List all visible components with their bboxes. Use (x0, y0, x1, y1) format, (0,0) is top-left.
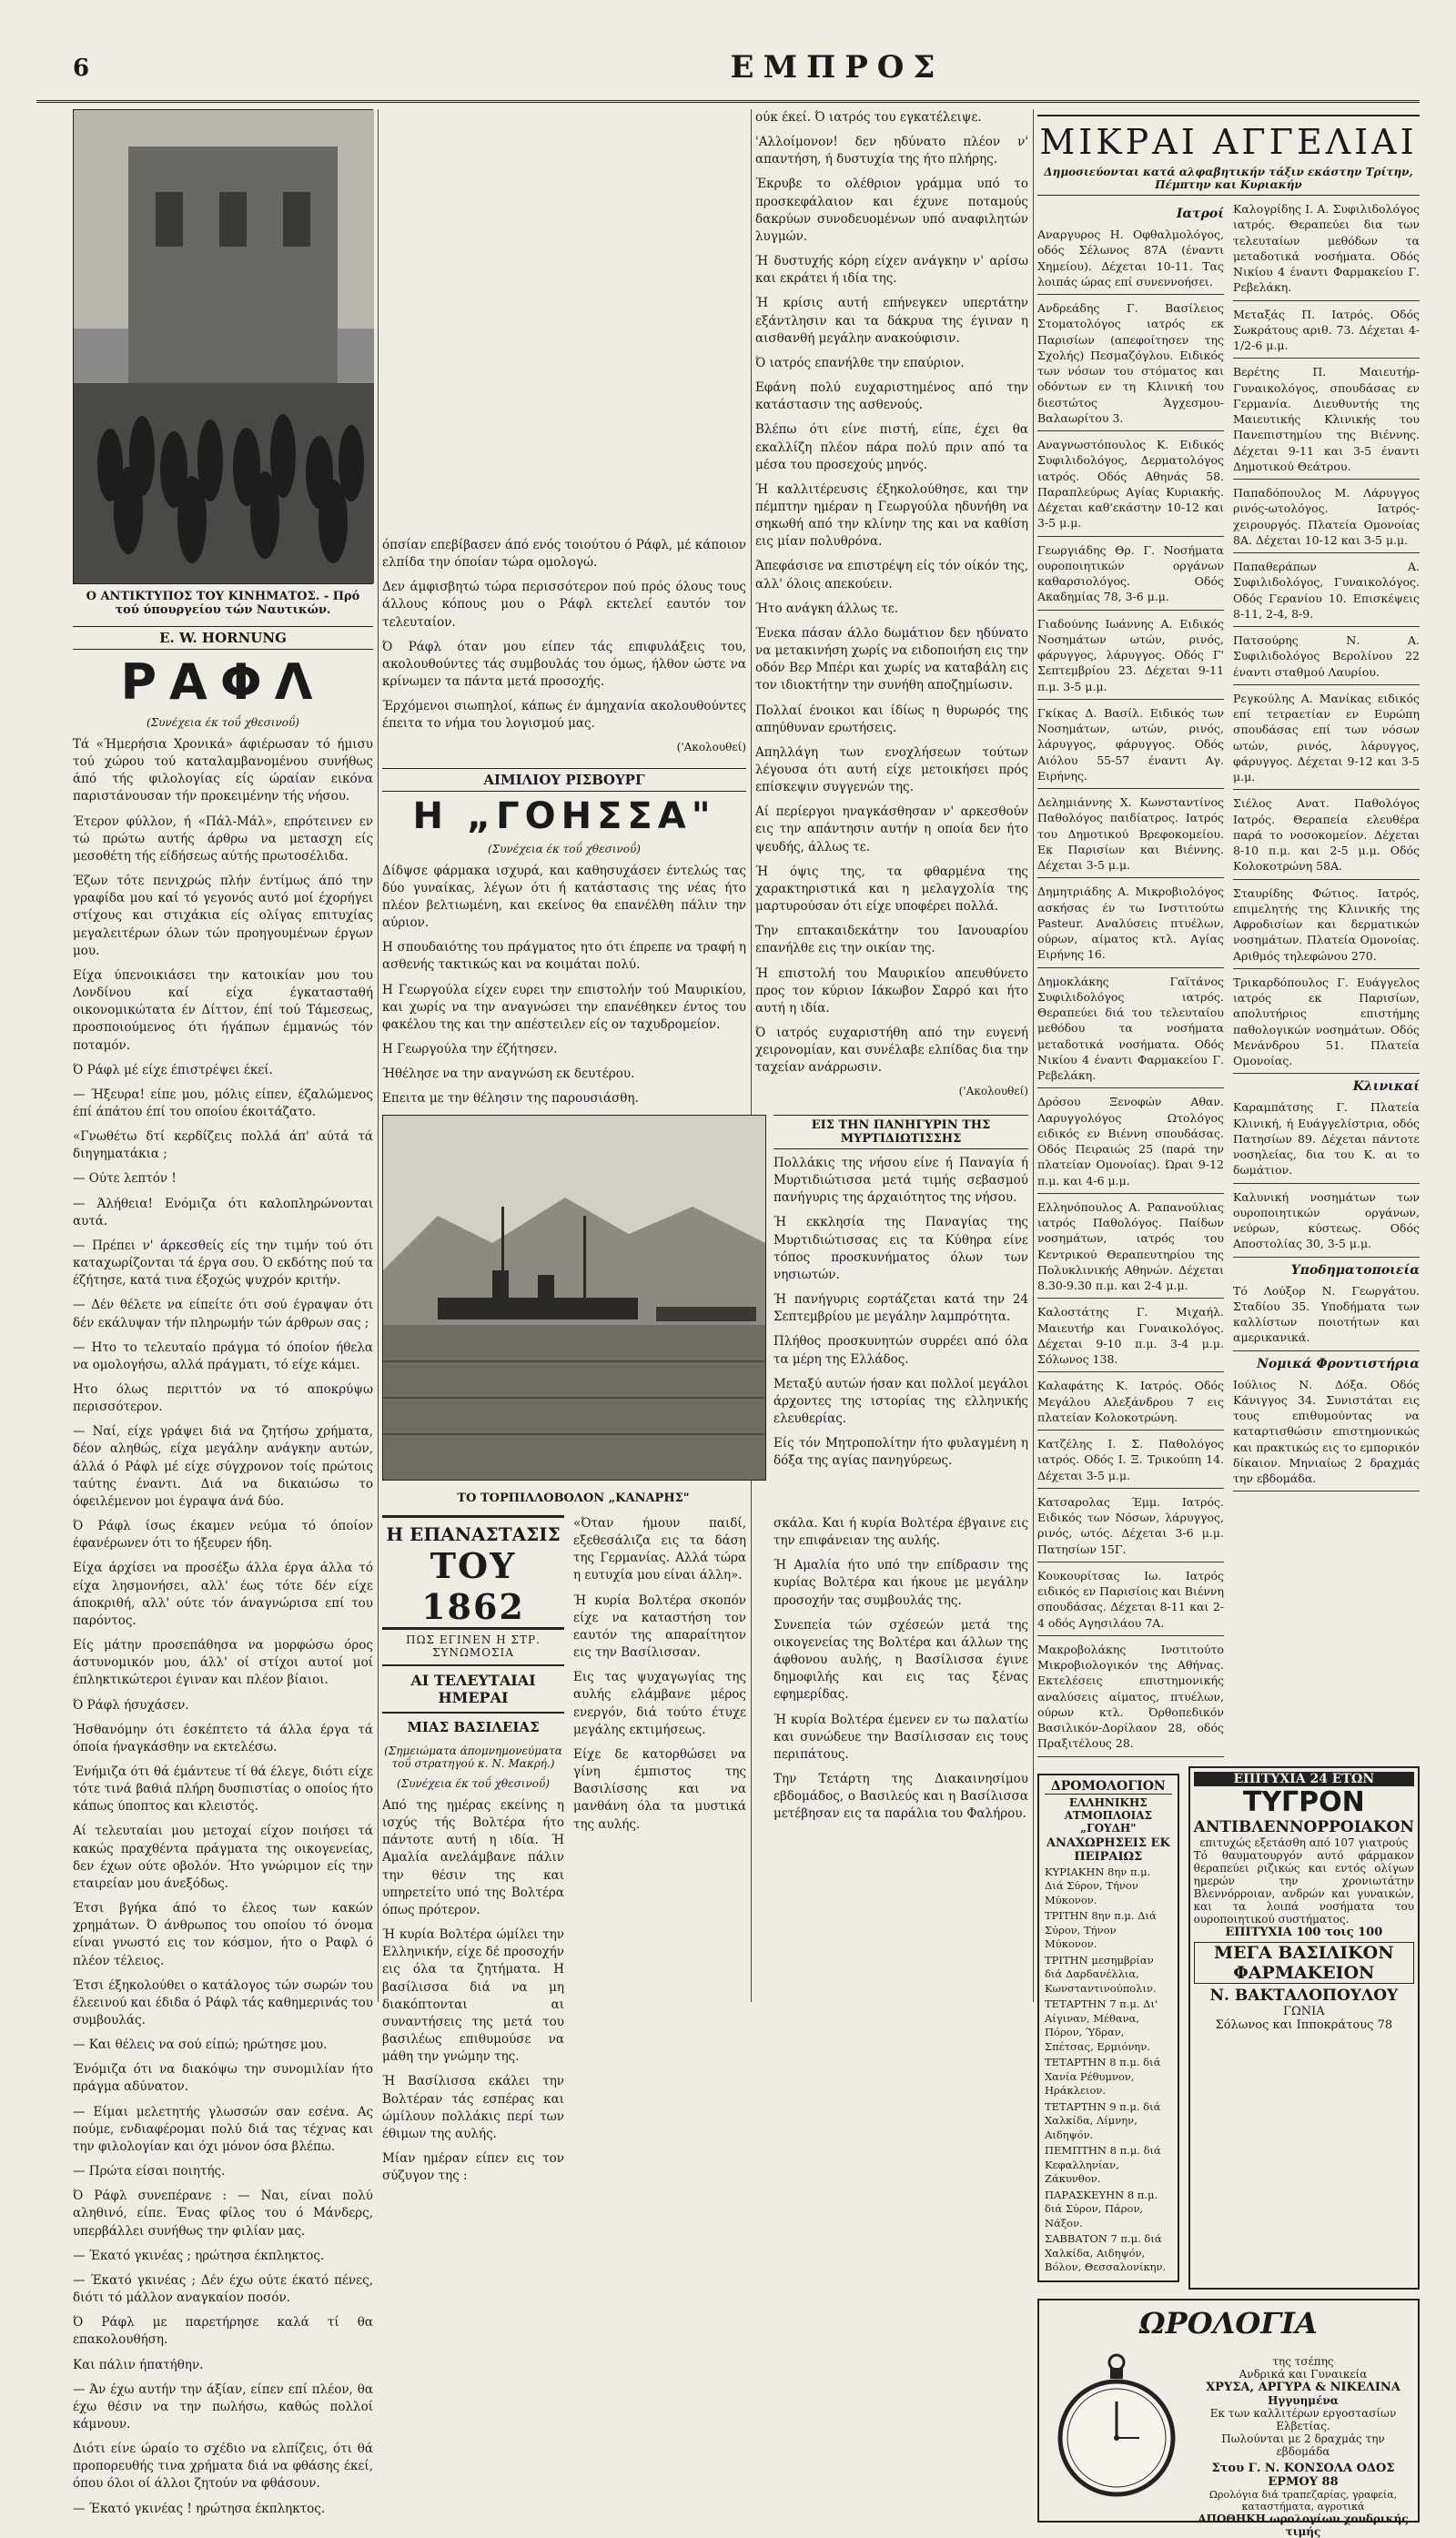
masthead (36, 36, 1420, 103)
watches-text (1194, 2355, 1412, 2538)
tygron-type: ΑΝΤΙΒΛΕΝΝΟΡΡΟΙΑΚΟΝ (1193, 1817, 1414, 1836)
tygron-tagline: επιτυχώς εξετάσθη από 107 γιατρούς (1199, 1835, 1409, 1849)
classified-ad: Βερέτης Π. Μαιευτήρ-Γυναικολόγος, σπουδάσας εν Γερμανία. Διευθυντής της Μαιευτικής Κλινικής του Πανεπιστημίου της Βιέννης. Δέχεται 9-11 και 3-5 έναντι Δημοτικού Θεάτρου. (1233, 364, 1420, 480)
paragraph: Έτερον φύλλον, ή «Πάλ-Μάλ», επρότεινεν εν τώ πρώτω αυτής άρθρω να μετασχη είς μεσοθέτη τής είδήσεως αύτής πρωτοσέλιδα. (73, 814, 373, 864)
paragraph: Έζων τότε πενιχρώς πλήν έντίμως άπό την γραφίδα μου καί τό γεγονός αυτό μοί έχορήγει στίχους και στιχάκια είς ολίγας επιτυχίας μεγαλειτέρων όλων τών προηγουμένων έργων μου. (73, 874, 373, 958)
watches-ad (1037, 2299, 1420, 2538)
paragraph: σκάλα. Και ή κυρία Βολτέρα έβγαινε εις την επιφάνειαν της αυλής. (774, 1516, 1028, 1549)
story-title-rafl: ΡΑΦΛ (120, 653, 326, 711)
paragraph: Πολλαί ένοικοι και ίδίως η θυρωρός της απηύθυναν ερωτήσεις. (755, 703, 1028, 735)
paragraph: Ήθέλησε να την αναγνώση εκ δευτέρου. (382, 1067, 635, 1082)
classified-ad: Καλυνική νοσημάτων των ουροποιητικών οργάνων, νεύρων, κύστεως. Οδός Αποστολίας 30, 3-5 μ.μ. (1233, 1189, 1420, 1258)
paragraph: Βλέπω ότι είνε πιστή, είπε, έχει θα εκαλλίζη πλέον πάρα πολύ πριν από τα μέσα του προσεχούς μηνός. (755, 422, 1028, 472)
paragraph: Ένόμιζα ότι να διακόψω την συνομιλίαν ήτο πράγμα αδύνατον. (73, 2062, 373, 2095)
watches-line1: ΧΡΥΣΑ, ΑΡΓΥΡΑ & ΝΙΚΕΛΙΝΑ (1206, 2380, 1400, 2394)
paragraph: Ή κυρία Βολτέρα έμενεν εν τω παλατίω και συνώδευε την Βασίλισσαν εις τους περιπάτους. (774, 1712, 1028, 1762)
pharmacy-name: ΜΕΓΑ ΒΑΣΙΛΙΚΟΝ ΦΑΡΜΑΚΕΙΟΝ (1194, 1942, 1414, 1984)
paragraph: — Έκατό γκινέας ; ηρώτησα έκπληκτος. (73, 2248, 325, 2263)
classified-ad: Μακροβολάκης Ινστιτούτο Μικροβιολογικόν της Αθήνας. Εκτελέσεις επιστημονικής αναλύσεις αίματος, πτυέλων, ούρων κτλ. Όρθοπεδικόν Βασιλικόν-Δορίλαον 28, οδός Πραξιτέλους 28. (1037, 1642, 1224, 1757)
column-4 (1037, 109, 1420, 2538)
classifieds-right (1233, 201, 1420, 1763)
paragraph: — Πρέπει ν' άρκεσθείς είς την τιμήν τού ότι καταχωρίζονται τά έργα σου. Ό εκδότης πού τα έζήτησε, κατά τινα έξοχώς ψυχρόν κριτήν. (73, 1238, 373, 1289)
paragraph: Ένεκα πάσαν άλλο δωμάτιον δεν ηδύνατο να μετακινήση χωρίς να ειδοποιήση εις την οδόν Βερ Μπέρι και χωρίς να καταβάλη εις τον ιδιοκτήτην την συνήθη αποζημίωσιν. (755, 625, 1028, 693)
classified-ad: Ανδρεάδης Γ. Βασίλειος Στοματολόγος ιατρός εκ Παρισίων (απεφοίτησεν της Σχολής) Πεσμαζόγλου. Ειδικός των νόσων του στόματος και οδόντων εν τη Κλινική του διεστώτος Άγχεσμου-Βαλαωρίτου 3. (1037, 300, 1224, 431)
watches-store2: ΑΠΟΘΗΚΗ ωρολογίων χονδρικής τιμής (1198, 2512, 1409, 2538)
classified-ad: Δημητριάδης Α. Μικροβιολόγος ασκήσας έν τω Ινστιτούτω Pasteur. Αναλύσεις πτυέλων, ούρων, αίματος κτλ. Αγίας Ειρήνης 16. (1037, 884, 1224, 967)
continuation-note: (Συνέχεια έκ τοΰ χθεσινοΰ) (488, 842, 641, 855)
classifieds-left (1037, 201, 1224, 1763)
revolution-1862-block (382, 1515, 564, 2184)
pharmacy-corner: ΓΩΝΙΑ (1282, 2004, 1325, 2018)
classified-ad: Τρικαρδόπουλος Γ. Ευάγγελος ιατρός εκ Παρισίων, απολυτήριος επιστήμης παθολογικών νοσημάτων. Οδός Μενάνδρου 51. Πλατεία Ομονοίας. (1233, 975, 1420, 1075)
rafl-continuation (382, 537, 746, 761)
classified-ad: Ελληνόπουλος Α. Ραπανούλιας ιατρός Παθολόγος. Παίδων νοσημάτων, ιατρός του Κεντρικού Θεραπευτηρίου της Πολυκλινικής Αθηνών. Δέχεται 8.30-9.30 π.μ. και 2-4 μ.μ. (1037, 1199, 1224, 1299)
crowd-scene-image (74, 110, 374, 583)
paragraph: Αί περίεργοι ηναγκάσθησαν ν' αρκεσθούν εις την απάντησιν αυτήν η οποία δεν ήτο ψευδής, άλλως τε. (755, 804, 1028, 854)
myrtidiotissa-section (774, 1115, 1028, 1506)
classified-ad: Πατσούρης Ν. Α. Συφιλιδολόγος Βερολίνου 22 έναντι σταθμού Λαυρίου. (1233, 632, 1420, 685)
paragraph: Την Τετάρτη της Διακαινησίμου εβδομάδος, ο Βασιλεύς και η Βασίλισσα μετέβησαν εις τα παράλια του Φαλήρου. (774, 1772, 1028, 1822)
paragraph: Ήτο ανάγκη άλλως τε. (755, 601, 899, 616)
paragraph: Ένήμιζα ότι θά έμάντευε τί θά έλεγε, διότι είχε τότε τινά βαθιά πλήρη δυσπιστίας ο οποίος ήτο κάπως ύποπτος και κλειστός. (73, 1764, 373, 1815)
myrtidiotissa-title: ΕΙΣ ΤΗΝ ΠΑΝΗΓΥΡΙΝ ΤΗΣ ΜΥΡΤΙΔΙΩΤΙΣΣΗΣ (774, 1115, 1028, 1149)
schedule-line: ΠΑΡΑΣΚΕΥΗΝ 8 π.μ. διά Σύρον, Πάρον, Νάξον. (1045, 2188, 1158, 2230)
tygron-headline: ΕΠΙΤΥΧΙΑ 24 ΕΤΩΝ (1194, 1772, 1414, 1786)
classified-ad: Ιούλιος Ν. Δόξα. Οδός Κάνιγγος 34. Συνιστάται εις τους επιθυμούντας να καταρτισθώσιν επιστημονικώς και πρακτικώς εις το εμπορικόν δίκαιον. Μηνιαίως 2 δραχμάς την εβδομάδα. (1233, 1377, 1420, 1492)
tygron-ad (1188, 1766, 1420, 2290)
classified-ad: Γκίκας Δ. Βασίλ. Ειδικός των Νοσημάτων, ωτών, ρινός, λάρυγγος, φάρυγγος. Οδός Αιόλου 55-57 έναντι Αγ. Ειρήνης. (1037, 705, 1224, 789)
paragraph: ούκ έκεί. Ό ιατρός του εγκατέλειψε. (755, 110, 982, 125)
schedule-line: ΣΑΒΒΑΤΟΝ 7 π.μ. διά Χαλκίδα, Αιδηψόν, Βόλον, Θεσσαλονίκην. (1045, 2232, 1167, 2274)
schedule-line: ΤΕΤΑΡΤΗΝ 7 π.μ. Δι' Αίγιναν, Μέθανα, Πόρον, Ύδραν, Σπέτσας, Ερμιόνην. (1045, 1997, 1158, 2053)
paragraph: Την επτακαιδεκάτην του Ιανουαρίου επανήλθε εις την οικίαν της. (755, 924, 1028, 956)
paragraph: Πλήθος προσκυνητών συρρέει από όλα τα μέρη της Ελλάδος. (774, 1334, 1028, 1367)
newspaper-page (36, 36, 1420, 2538)
rev-title-1: Η ΕΠΑΝΑΣΤΑΣΙΣ (382, 1515, 564, 1545)
paragraph: Έρχόμενοι σιωπηλοί, κάπως έν άμηχανία ακολουθούντες έπειτα το νήμα του λογισμού μας. (382, 699, 746, 732)
paragraph: 'Αλλοίμονον! δεν ηδύνατο πλέον ν' απαντήση, ή δυστυχία της ήτο πλήρης. (755, 135, 1028, 167)
paragraph: Και πάλιν ήπατήθην. (73, 2357, 204, 2372)
paragraph: Έτσι βγήκα άπό το έλεος των κακών χρημάτων. Ό άνθρωπος του οποίου τό όνομα είναι γνωστό εις τον κόσμον, ήτο ο Ραφλ ό πλέον τέλειος. (73, 1901, 373, 1968)
rev-title-2: ΤΟΥ 1862 (382, 1545, 564, 1630)
paragraph: «Γνωθέτω δτί κερδίζεις πολλά άπ' αύτά τά διηγηματάκια ; (73, 1129, 373, 1162)
classified-ad: Καλοστάτης Γ. Μιχαήλ. Μαιευτήρ και Γυναικολόγος. Δέχεται 9-10 π.μ. 3-4 μ.μ. Σόλωνος 138. (1037, 1304, 1224, 1372)
pharmacy-address: Σόλωνος και Ιπποκράτους 78 (1215, 2017, 1393, 2032)
paragraph: Ή κυρία Βολτέρα σκοπόν είχε να καταστήση τον εαυτόν της απαραίτητον εις την Βασίλισσαν. (573, 1593, 746, 1661)
follow-note: ('Ακολουθεί) (676, 740, 746, 753)
paragraph: Η σπουδαιότης του πράγματος ητο ότι έπρεπε να τραφή η ασθενής τακτικώς και να κοιμάται πολύ. (382, 940, 746, 973)
paragraph: — Έκατό γκινέας ; Δέν έχω ούτε έκατό πένες, διότι τό μάλλον αναγκαίον ποσόν. (73, 2272, 373, 2306)
paragraph: Η Γεωργούλα είχεν ευρει την επιστολήν τού Μαυρικίου, και χωρίς να την αναγνώσει την επανέθηκεν έντος του φακέλου της και την απέστειλεν είς ον ταχυδρομείον. (382, 982, 746, 1032)
classified-ad: Παπαδόπουλος Μ. Λάρυγγος ρινός-ωτολόγος. Ιατρός-χειρουργός. Πλατεία Ομονοίας 8Α. Δέχεται 10-12 και 3-5 μ.μ. (1233, 485, 1420, 553)
column-3-upper (755, 109, 1028, 1110)
watches-store: Στου Γ. Ν. ΚΟΝΣΟΛΑ ΟΔΟΣ ΕΡΜΟΥ 88 (1211, 2461, 1395, 2489)
paragraph: Ό Ράφλ με παρετήρησε καλά τί θα επακολουθήση. (73, 2315, 373, 2348)
shipping-schedule (1037, 1774, 1179, 2282)
tygron-success: ΕΠΙΤΥΧΙΑ 100 τοις 100 (1225, 1925, 1383, 1939)
paragraph: Ό Ράφλ συνεπέρανε : — Ναι, είναι πολύ αληθινό, είπε. Ένας φίλος του ό Μάνδερς, υπερβάλλει συνήθως την φιλίαν μας. (73, 2189, 373, 2239)
paragraph: Είς τόν Μητροπολίτην ήτο φυλαγμένη η δόξα της αγίας πανηγύρεως. (774, 1436, 1028, 1469)
section-ypodimata: Υποδηματοποιεία (1290, 1262, 1420, 1278)
paragraph: Η Γεωργούλα την έζήτησεν. (382, 1041, 558, 1057)
classified-ad: Γεωργιάδης Θρ. Γ. Νοσήματα ουροποιητικών οργάνων καθαρσιολόγος. Οδός Ακαδημίας 78, 3-6 μ.μ. (1037, 542, 1224, 611)
paragraph: Ή κυρία Βολτέρα ώμίλει την Ελληνικήν, είχε δέ προσοχήν εις όλα τα ζητήματα. Η βασίλισσα διά να μη διακόπτονται αι συναντήσεις της μετά του βασιλέως επιθυμούσε να μάθη την γνώμην της. (382, 1927, 564, 2065)
paragraph: Είχα άρχίσει να προσέξω άλλα έργα άλλα τό είχα λησμονήσει, αλλ' έως τότε δέν είχε άποκριθή, αλλ' ούτε τόν άναγνώρισα επί του παρόντος. (73, 1561, 373, 1628)
paragraph: Συνεπεία τών σχέσεών μετά της οικογενείας της Βολτέρα και άλλων της άφθονου αυλής, η Βασίλισσα έγινε δημοφιλής και εις τας ξένας εφημερίδας. (774, 1617, 1028, 1703)
story-split (382, 537, 746, 761)
classified-ad: Καλογρίδης Ι. Α. Συφιλιδολόγος ιατρός. Θεραπεύει δια των τελευταίων μεθόδων τα μεταδοτικά νοσήματα. Οδός Νικίου 4 έναντι Φαρμακείου Γ. Ρεβελάκη. (1233, 201, 1420, 301)
paragraph: Είχε δε κατορθώσει να γίνη έμπιστος της Βασιλίσσης και να μανθάνη όλα τα μυστικά της αυλής. (573, 1746, 746, 1832)
kinima-photo (73, 109, 373, 584)
classified-ad: Τό Λούξορ Ν. Γεωργάτου. Σταδίου 35. Υποδήματα των καλλίστων ποιοτήτων και αμερικανικά. (1233, 1283, 1420, 1351)
paragraph: Ητο όλως περιττόν να τό αποκρύψω περισσότερον. (73, 1382, 373, 1415)
section-nomika: Νομικά Φροντιστήρια (1257, 1356, 1420, 1371)
rev-heading-2: ΜΙΑΣ ΒΑΣΙΛΕΙΑΣ (407, 1719, 540, 1735)
paragraph: Ό Ράφλ μέ είχε έπιστρέψει έκεί. (73, 1062, 273, 1077)
schedule-company: ΕΛΛΗΝΙΚΗΣ ΑΤΜΟΠΛΟΙΑΣ „ΓΟΥΔΗ" (1064, 1795, 1153, 1835)
rev-subtitle: ΠΩΣ ΕΓΙΝΕΝ Η ΣΤΡ. ΣΥΝΩΜΟΣΙΑ (406, 1633, 541, 1659)
page-number: 6 (73, 55, 90, 82)
paragraph: — Άλήθεια! Ενόμιζα ότι καλοπληρώνονται αυτά. (73, 1196, 373, 1229)
paragraph: Αί τελευταίαι μου μετοχαί είχον ποιήσει τά κακώς πραχθέντα πράγματα της οικογενείας, δεν έχων ούτε οβολόν. Ήτο γνώριμον είς την εταιρείαν μου άνεξόδως. (73, 1824, 373, 1891)
paragraph: — Ναί, είχε γράψει διά να ζητήσω χρήματα, δέον αληθώς, είχα μεγάλην ανάγκην αυτών, άλλά ό Ράφλ μέ είχε σύγχρονον τοίς πρώτοις ταύτης έναντι. Διά να δικαιώσω το όφειλέμενον μοι έγραψα άνά δύο. (73, 1424, 373, 1509)
continuation-note: (Συνέχεια έκ τοΰ χθεσινοΰ) (147, 716, 299, 729)
watches-line4: Πωλούνται με 2 δραχμάς την εβδομάδα (1221, 2432, 1385, 2458)
classifieds-title: ΜΙΚΡΑΙ ΑΓΓΕΛΙΑΙ (1037, 115, 1420, 162)
classified-ad: Δημοκλάκης Γαϊτάνος Συφιλιδολόγος ιατρός. Θεραπεύει διά του τελευταίου μεθόδου τα νοσήματα μεταδοτικά νοσήματα. Οδός Νικίου 4 έναντι Φαρμακείου Γ. Ρεβελάκη. (1037, 974, 1224, 1089)
classified-ad: Γιαδούνης Ιωάννης Α. Ειδικός Νοσημάτων ωτών, ρινός, φάρυγγος, λάρυγγος. Οδός Γ' Σεπτεμβρίου 23. Δέχεται 9-11 π.μ. 3-5 μ.μ. (1037, 616, 1224, 700)
schedule-line: ΤΡΙΤΗΝ 8ην π.μ. Διά Σύρον, Τήνον Μύκονον. (1045, 1909, 1157, 1951)
rev-heading: ΑΙ ΤΕΛΕΥΤΑΙΑΙ ΗΜΕΡΑΙ (382, 1664, 564, 1714)
watches-footer: Ωρολόγια διά τραπεζαρίας, γραφεία, καταστήματα, αγροτικά (1208, 2488, 1398, 2513)
paragraph: — Ήξευρα! είπε μου, μόλις είπεν, έζαλώμενος έπί άπάτου έπί του οποίου έκοιτάζατο. (73, 1087, 373, 1119)
paragraph: Ό Ράφλ όταν μου είπεν τάς επιφυλάξεις του, ακολουθούντες τάς συμβουλάς του όμως, ήλθον ώστε να κρίνωμεν τα πάντα μετά προσοχής. (382, 639, 746, 690)
paragraph: — Ούτε λεπτόν ! (73, 1171, 177, 1187)
classified-ad: Σιέλος Ανατ. Παθολόγος Ιατρός. Θεραπεία ελευθέρα παρά το νοσοκομείον. Δέχεται 8-10 π.μ. και 2-5 μ.μ. Οδός Κολοκοτρώνη 58Α. (1233, 795, 1420, 879)
paragraph: Ή όψις της, τα φθαρμένα της χαρακτηριστικά και η μελαγχολία της μαρτυρούσαν ότι είχε υποφέρει πολλά. (755, 864, 1028, 915)
schedule-line: ΤΕΤΑΡΤΗΝ 8 π.μ. διά Χανία Ρέθυμνον, Ηράκλειον. (1045, 2056, 1161, 2098)
column-rule (751, 109, 752, 2002)
paragraph: όπσίαν επεβίβασεν άπό ενός τοιούτου ό Ράφλ, μέ κάποιον ελπίδα την όποίαν τώρα ομολογώ. (382, 538, 746, 571)
schedule-line: ΤΕΤΑΡΤΗΝ 9 π.μ. διά Χαλκίδα, Λίμνην, Αιδηψόν. (1045, 2099, 1161, 2141)
classified-ad: Κατσαρολας Έμμ. Ιατρός. Ειδικός των Νόσων, λάρυγγος, ρινός, ωτός. Δέχεται 3-6 μ.μ. Πατησίων 15Γ. (1037, 1494, 1224, 1562)
column-1 (73, 109, 373, 2516)
paragraph: Ή Αμαλία ήτο υπό την επίδρασιν της κυρίας Βολτέρα και ήκουε με μεγάλην προσοχήν τας συμβουλάς της. (774, 1558, 1028, 1608)
pocket-watch-icon (1048, 2351, 1185, 2497)
paragraph: Είχα ύπενοικιάσει την κατοικίαν μου του Λονδίνου καί είχα έγκατασταθή οικονομικώτατα έν Δίττον, έπί τού Τάμεσεως, προσποιούμενος ότι ήγάπων έμμανώς τόν ποταμόν. (73, 967, 373, 1053)
schedule-subtitle: ΑΝΑΧΩΡΗΣΕΙΣ ΕΚ ΠΕΙΡΑΙΩΣ (1046, 1835, 1170, 1864)
tygron-text: Τό θαυματουργόν αυτό φάρμακον θεραπεύει ριζικώς και εντός ολίγων ημερών την χρονιωτάτην Βλεννόρροιαν, ανδρών και γυναικών, και τα λοιπά νοσήματα του ουροποιητικού συστήματος. (1193, 1848, 1414, 1926)
rev-note: (Σημειώματα άπομνημονεύματα τοΰ στρατηγού κ. Ν. Μακρή.) (384, 1744, 562, 1770)
paragraph: Ή καλλιτέρευσις έξηκολούθησε, και την πέμπτην ημέραν η Γεωργούλα ηδυνήθη να σηκωθή από την κλίνην της και να καθίση εις μίαν πολυθρόνα. (755, 481, 1028, 550)
column-rule (1033, 109, 1034, 2002)
schedule-title: ΔΡΟΜΟΛΟΓΙΟΝ (1045, 1779, 1172, 1795)
torpedo-boat-image (383, 1116, 765, 1480)
paragraph: Επειτα με την θέλησιν της παρουσιάσθη. (382, 1091, 639, 1107)
schedule-line: ΤΡΙΤΗΝ μεσημβρίαν διά Δαρδανέλλια, Κωνσταντινούπολιν. (1045, 1953, 1157, 1995)
watches-title: ΩΡΟΛΟΓΙΑ (1139, 2305, 1318, 2341)
paragraph: Από της ημέρας εκείνης η ισχύς τής Βολτέρα ήτο πάντοτε αυτή η ιδία. Ή Αμαλία ανελάμβανε πάλιν την θέσιν της και υπηρετείτο υπό της Βολτέρα όπως πρότερον. (382, 1798, 564, 1917)
column-rule (378, 109, 379, 2002)
paragraph: Ό ιατρός επανήλθε την επαύριον. (755, 355, 965, 370)
watches-line2: Ηγγυημένα (1268, 2393, 1339, 2407)
classifieds-subtitle: Δημοσιεύονται κατά αλφαβητικήν τάξιν εκάστην Τρίτην, Πέμπτην και Κυριακήν (1037, 166, 1420, 196)
paragraph: — Δέν θέλετε να είπείτε ότι σού έγραψαν ότι δέν εκάλυψαν τήν πληρωμήν τών άρθρων σας ; (73, 1298, 373, 1330)
paragraph: Ό Ράφλ ήσυχάσεν. (73, 1697, 189, 1713)
paragraph: — Και θέλεις να σού είπώ; ηρώτησε μου. (73, 2037, 328, 2053)
classified-ad: Μεταξάς Π. Ιατρός. Οδός Σωκράτους αριθ. 73. Δέχεται 4-1/2-6 μ.μ. (1233, 307, 1420, 359)
paragraph: — Ητο το τελευταίο πράγμα τό όποίον ήθελα να ομολογήσω, αλλά πράγματι, τό είχε κάμει. (73, 1340, 373, 1372)
classified-ad: Παπαθεράπων Α. Συφιλιδολόγος, Γυναικολόγος. Οδός Γερανίου 10. Επισκέψεις 8-11, 2-4, 8-9. (1233, 559, 1420, 627)
kanaris-photo (382, 1115, 766, 1481)
paragraph: Εφάνη πολύ ευχαριστημένος από την κατάστασιν της ασθενούς. (755, 380, 1028, 413)
paragraph: Ή εκκλησία της Παναγίας της Μυρτιδιώτισσας εις τα Κύθηρα είνε τόπος προσκυνήματος όλων των νησιωτών. (774, 1215, 1028, 1282)
follow-note: ('Ακολουθεί) (958, 1084, 1028, 1097)
paragraph: Εις τας ψυχαγωγίας της αυλής ελάμβανε μέρος ενεργόν, διά τούτο έτυχε μεγάλης εκτιμήσεως. (573, 1670, 746, 1737)
column-3-lower (774, 1515, 1028, 1822)
author-risvourg: ΑΙΜΙΛΙΟΥ ΡΙΣΒΟΥΡΓ (382, 768, 746, 792)
paragraph: — Πρώτα είσαι ποιητής. (73, 2164, 226, 2179)
classified-ad: Καραμπάτσης Γ. Πλατεία Κλινική, ή Ευάγγελίστρια, οδός Πατησίων 89. Δέχεται πάντοτε νοσηλείας, δια του Κ. αι το δωμάτιον. (1233, 1099, 1420, 1183)
schedule-line: ΠΕΜΠΤΗΝ 8 π.μ. διά Κεφαλληνίαν, Ζάκυνθον. (1045, 2144, 1161, 2186)
rafl-story-text (73, 736, 373, 2518)
paragraph: — Άν έχω αυτήν την άξίαν, είπεν επί πλέον, θα έχω θέσιν να την πωλήσω, καθώς πολλοί κάμνουν. (73, 2381, 373, 2432)
paragraph: Ή επιστολή του Μαυρικίου απευθύνετο προς τον κύριον Ιάκωβον Σαρρό και ήτο αυτή η ιδία. (755, 966, 1028, 1016)
paragraph: Ή κρίσις αυτή επήνεγκεν υπερτάτην εξάντλησιν και τα δάκρυα της έγιναν η αισθανθή μεγάλην ανακούφισιν. (755, 296, 1028, 346)
paragraph: Τά «Ήμερήσια Χρονικά» άφιέρωσαν τό ήμισυ τού χώρου τού καταλαμβανομένου συνήθως άπό τής φιλολογίας είς ώραίαν εικόνα παριστάνουσαν τήν προκειμένην τής νήσου. (73, 737, 373, 804)
newspaper-title: ΕΜΠΡΟΣ (730, 49, 945, 86)
paragraph: Μεταξύ αυτών ήσαν και πολλοί μεγάλοι άρχοντες της ιστορίας της ελληνικής ελευθερίας. (774, 1376, 1028, 1427)
classified-ad: Δρόσου Ξενοφών Αθαν. Λαρυγγολόγος Ωτολόγος ειδικός εν Βιέννη σπουδάσας. Οδός Πειραιώς 25 (παρά την πλατείαν Ομονοίας). Ώραι 9-12 π.μ. και 4-6 μ.μ. (1037, 1094, 1224, 1194)
paragraph: Απηλλάγη των ενοχλήσεων τούτων λέγουσα ότι αυτή είχε μετοικήσει πρός επίσκεψιν συγγενών της. (755, 744, 1028, 795)
classified-ad: Αναργυρος Η. Οφθαλμολόγος, οδός Σέλωνος 87Α (έναντι Χημείου). Δέχεται 10-11. Τας λοιπάς ώρας επί συνεννοήσει. (1037, 227, 1224, 295)
pharmacy-owner: Ν. ΒΑΚΤΑΛΟΠΟΥΛΟΥ (1209, 1986, 1399, 2005)
paragraph: «Όταν ήμουν παιδί, εξεθεσάλιζα εις τα δάση της Γερμανίας. Αλλά τώρα η ευτυχία μου είναι άλλη». (573, 1516, 746, 1583)
section-kliniki: Κλινικαί (1352, 1079, 1420, 1095)
kinima-photo-caption: Ο ΑΝΤΙΚΤΥΠΟΣ ΤΟΥ ΚΙΝΗΜΑΤΟΣ. - Πρό τού ύπουργείου τών Ναυτικών. (86, 590, 360, 617)
paragraph: Δεν άμφισβητώ τώρα περισσότερον πού πρός όλους τους άλλους κόπους μου ο Ράφλ εκτελεί εαυτόν τον τελευταίον. (382, 580, 746, 630)
classified-ad: Σταυρίδης Φώτιος. Ιατρός, επιμελητής της Κλινικής της Αφροδισίων και δερματικών νοσημάτων. Πλατεία Ομονοίας. Αριθμός τηλεφώνου 270. (1233, 885, 1420, 969)
paragraph: — Έκατό γκινέας ! ηρώτησα έκπληκτος. (73, 2501, 326, 2516)
continuation-note: (Συνέχεια έκ τοΰ χθεσινοΰ) (397, 1777, 550, 1790)
classified-ad: Αναγνωστόπουλος Κ. Ειδικός Συφιλιδολόγος, Δερματολόγος ιατρός. Οδός Αθηνάς 58. Παραπλεύρως Αγίας Κυριακής. Δέχεται καθ'εκάστην 10-12 και 3-5 μ.μ. (1037, 437, 1224, 537)
paragraph: — Είμαι μελετητής γλωσσών σαν εσένα. Ας πούμε, ενδιαφέρομαι πολύ διά τας τέχνας και την φιλολογίαν και όχι μόνον όσα βλέπω. (73, 2104, 373, 2154)
classified-ad: Καλαφάτης Κ. Ιατρός. Οδός Μεγάλου Αλεξάνδρου 7 εις πλατείαν Κολοκοτρώνη. (1037, 1378, 1224, 1431)
classified-ad: Κουκουρίτσας Ιω. Ιατρός ειδικός εν Παρισίοις και Βιέννη σπουδάσας. Δέχεται 8-11 και 2-4 οδός Αγησιλάου 7Α. (1037, 1568, 1224, 1636)
story-title-goissa: Η „ΓΟΗΣΣΑ" (412, 794, 716, 837)
paragraph: Ή Βασίλισσα εκάλει την Βολτέραν τάς εσπέρας και ώμίλουν πολλάκις περί των έθιμων της αυλής. (382, 2074, 564, 2141)
paragraph: Άπεφάσισε να επιστρέψη είς τόν οίκόν της, αλλ' όλοις απεκούειν. (755, 559, 1028, 592)
paragraph: Ό ιατρός ευχαριστήθη από την ευγενή χειρονομίαν, και συνέλαβε ελπίδας δια την ταχείαν ανάρρωσιν. (755, 1026, 1028, 1076)
paragraph: Πολλάκις της νήσου είνε ή Παναγία ή Μυρτιδιώτισσα μετά τιμής σεβασμού πανήγυρις της άρχαιότητος της νήσου. (774, 1156, 1028, 1206)
watches-sub2: Ανδρικά και Γυναικεία (1239, 2367, 1368, 2381)
tygron-brand: ΤΥΓΡΟΝ (1242, 1785, 1365, 1818)
kanaris-photo-caption: ΤΟ ΤΟΡΠΙΛΛΟΒΟΛΟΝ „ΚΑΝΑΡΗΣ" (457, 1491, 690, 1505)
paragraph: Ό Ράφλ ίσως έκαμεν νεύμα τό όποίον έφανέρωνεν ότι το ήξευρεν ήδη. (73, 1519, 373, 1552)
classified-ad: Κατζέλης Ι. Σ. Παθολόγος ιατρός. Οδός Ι. Ξ. Τρικούπη 14. Δέχεται 3-5 μ.μ. (1037, 1436, 1224, 1489)
paragraph: Διότι είνε ώραίο το σχέδιο να ελπίζεις, ότι θά προπορευθής τινα χρήματα διά να φθάσης έκεί, όπου όλοι οί άλλοι ζητούν να φθάσουν. (73, 2442, 373, 2492)
paragraph: Έκρυβε το ολέθριον γράμμα υπό το προσκεφάλαιον και έχυνε ποταμούς δακρύων συνοδευομένων υπό αναφιλητών λυγμών. (755, 177, 1028, 244)
revolution-1862-text (573, 1515, 746, 2011)
author-hornung: E. W. HORNUNG (73, 626, 373, 650)
watches-sub1: της τσέπης (1272, 2354, 1334, 2368)
paragraph: Ή δυστυχής κόρη είχεν ανάγκην ν' αρίσω και εκράτει ή ιδία της. (755, 254, 1028, 287)
classified-ad: Δελημιάννης Χ. Κωνσταντίνος Παθολόγος παιδίατρος. Ιατρός του Δημοτικού Βρεφοκομείου. Εκ Παρισίων και Βιέννης. Δέχεται 3-5 μ.μ. (1037, 794, 1224, 878)
paragraph: Ήσθανόμην ότι έσκέπτετο τά άλλα έργα τά όποία ήναγκάσθην να εκτελέσω. (73, 1722, 373, 1754)
paragraph: Μίαν ημέραν είπεν εις τον σύζυγον της : (382, 2150, 564, 2184)
section-iatroi: Ιατροί (1176, 207, 1224, 221)
watches-line3: Εκ των καλλιτέρων εργοστασίων Ελβετίας. (1209, 2406, 1397, 2432)
schedule-line: ΚΥΡΙΑΚΗΝ 8ην π.μ. Διά Σύρον, Τήνον Μύκονον. (1045, 1865, 1151, 1906)
paragraph: Ή πανήγυρις εορτάζεται κατά την 24 Σεπτεμβρίου με μεγάλην λαμπρότητα. (774, 1292, 1028, 1325)
paragraph: Είς μάτην προσεπάθησα να μορφώσω όρος άστυνομικόν μου, άλλ' οί στίχοι αυτοί μοί έπληκτικώτεροι έγιναν και πλέον βίαιοι. (73, 1638, 373, 1688)
paragraph: Έτσι έξηκολούθει ο κατάλογος τών σωρών του έλεεινού και έδιδα ό Ράφλ τάς καθημερινάς του συμβουλάς. (73, 1977, 373, 2027)
classified-ad: Ρεγκούλης Α. Μανίκας ειδικός επί τετραετίαν εν Ευρώπη σπουδάσας επί των νόσων ωτών, ρινός, λάρυγγος, φάρυγγος. Δέχεται 9-12 και 3-5 μ.μ. (1233, 691, 1420, 791)
paragraph: Δίδψσε φάρμακα ισχυρά, και καθησυχάσεν έντελώς τας δύο γυναίκας, λέγων ότι ή κατάστασις της νέας ήτο πλέον βελτιωμένη, και εκείνος θα επανέλθη πάλιν την αύριον. (382, 863, 746, 931)
